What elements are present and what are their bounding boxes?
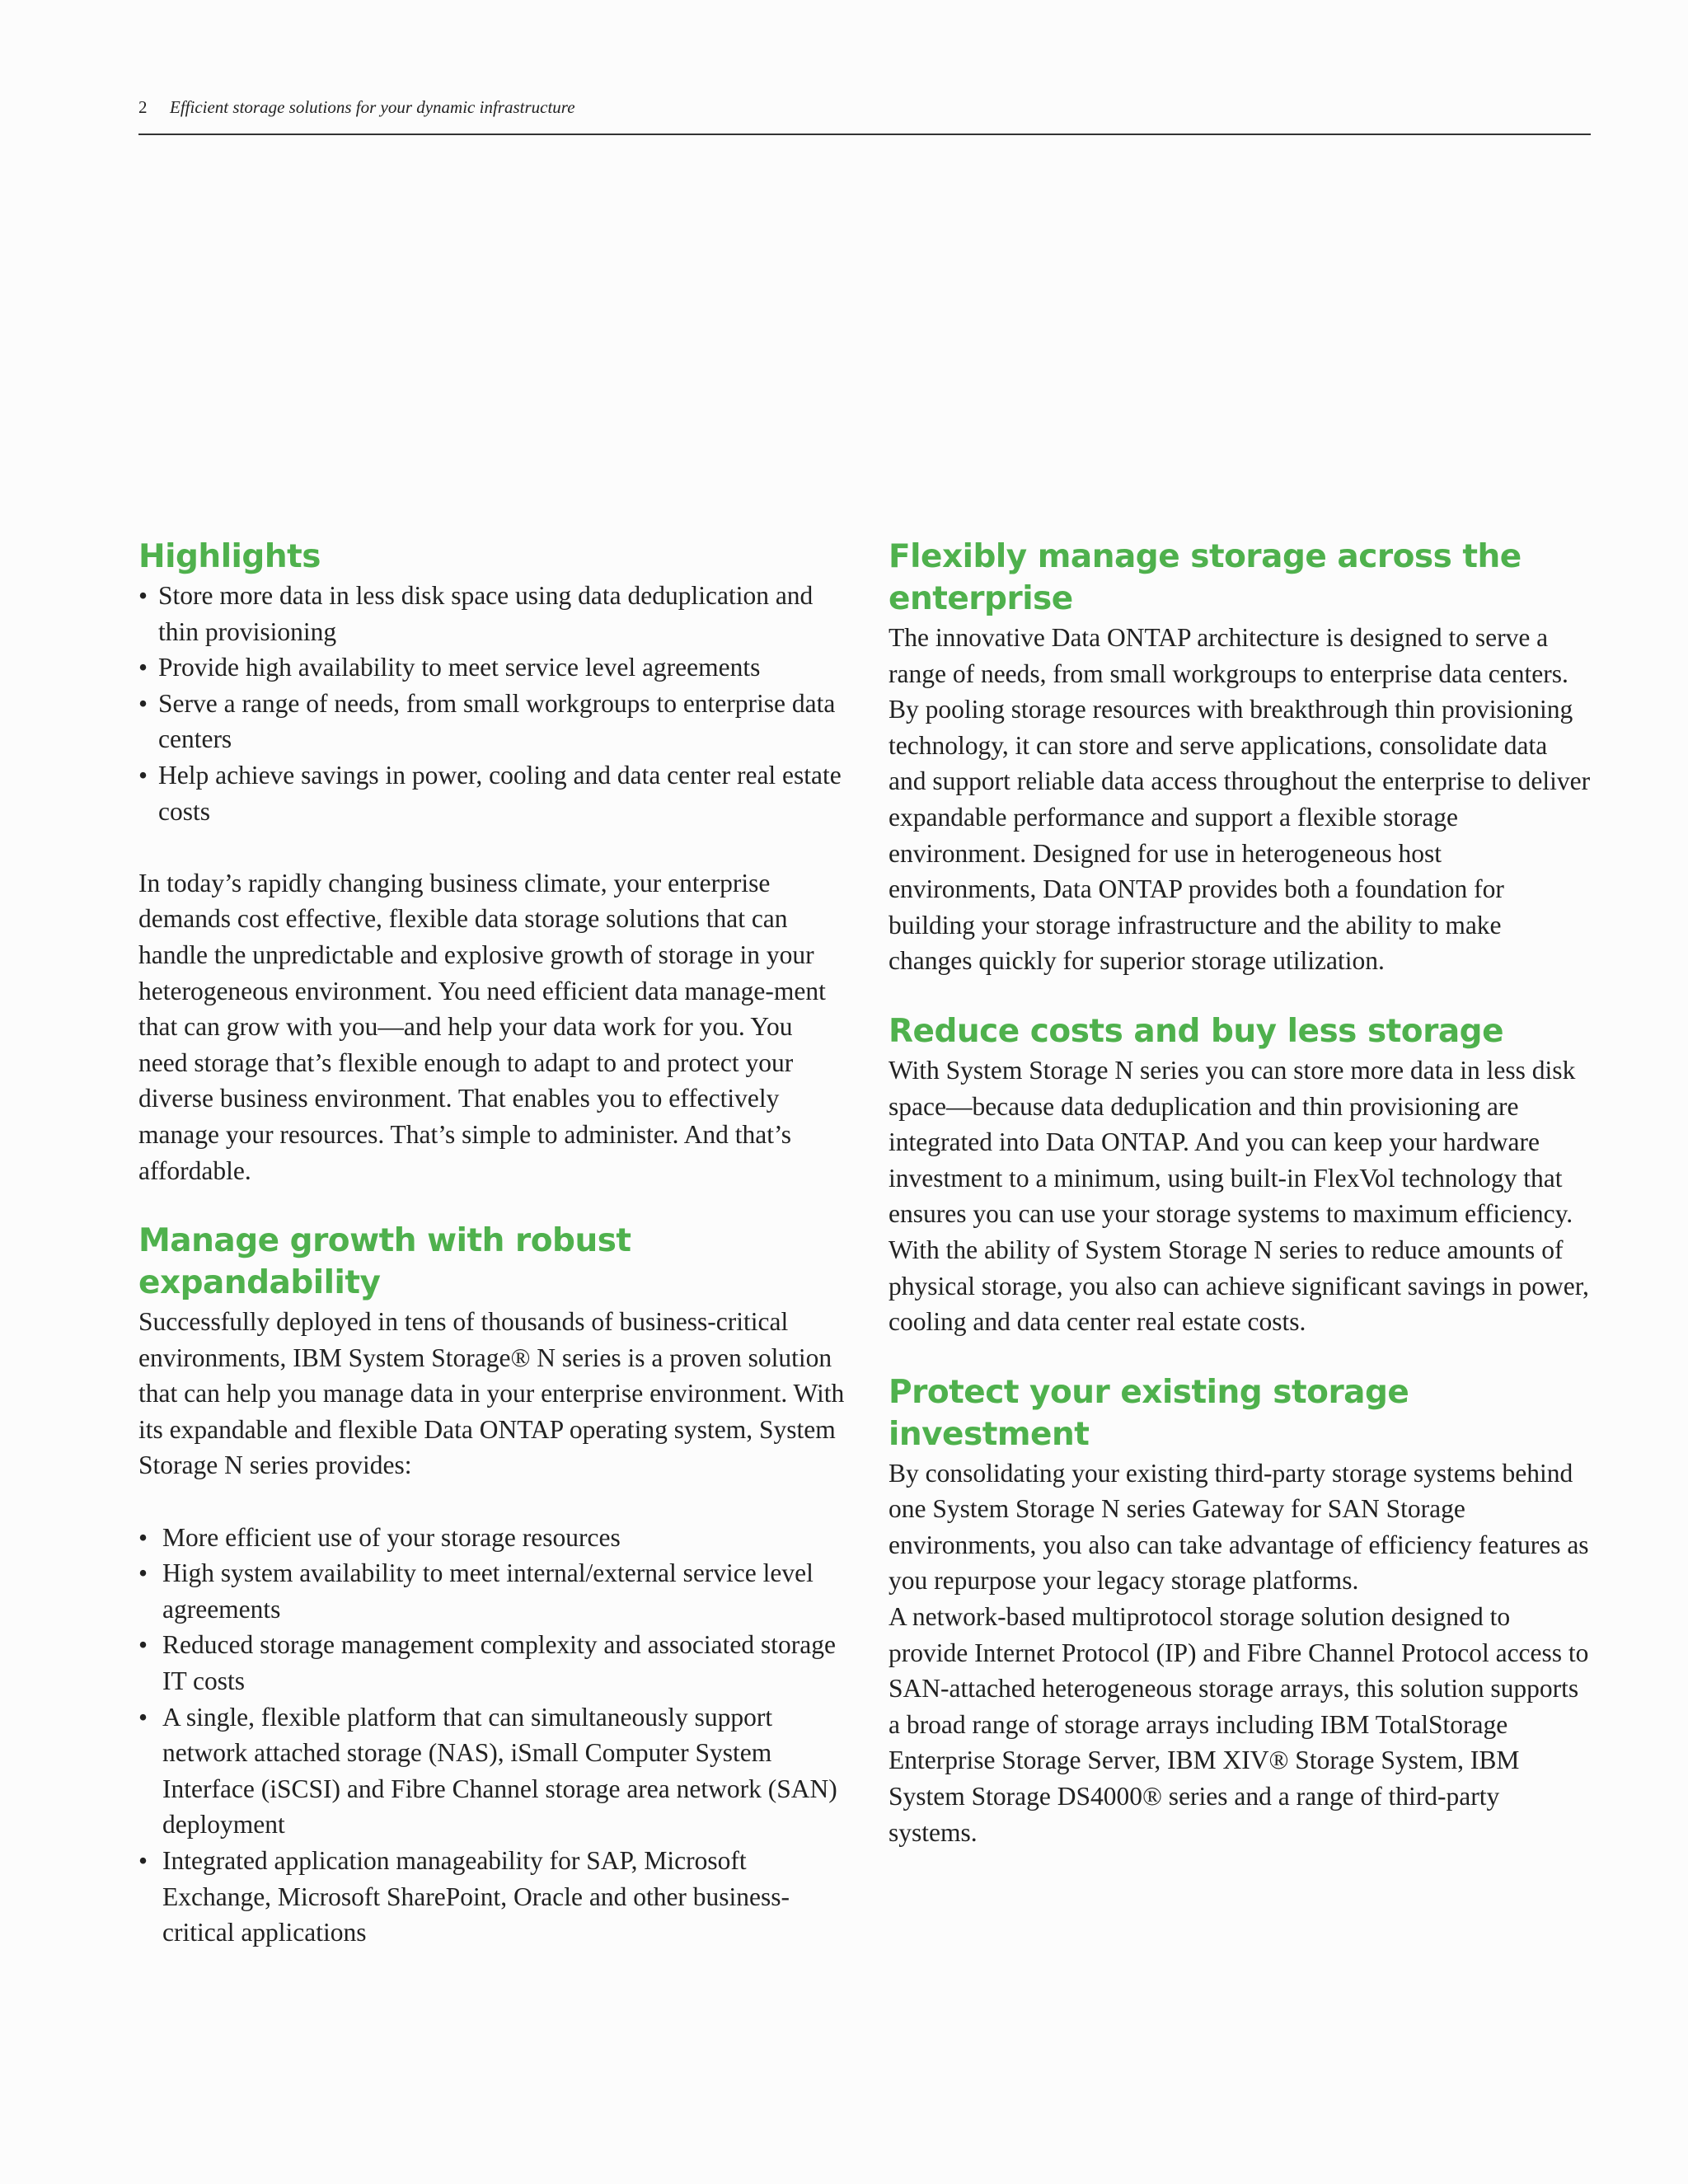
growth-heading: Manage growth with robust expandability — [138, 1222, 631, 1302]
list-item: • Provide high availability to meet service level agreements — [138, 649, 847, 686]
list-item: • High system availability to meet internal/external service level agreements — [138, 1555, 847, 1627]
protect-paragraph-1: By consolidating your existing third-party storage systems behind one System Storage N series Gateway for SAN Storage environments, you also can take advantage of efficiency features as you repurpose your legacy storage platforms. — [889, 1458, 1589, 1596]
flex-heading: Flexibly manage storage across the enterprise — [889, 538, 1522, 617]
reduce-paragraph: With System Storage N series you can store more data in less disk space—because data deduplication and thin provisioning are integrated into Data ONTAP. And you can keep your hardware investment to a minimum, using built-in FlexVol technology that ensures you can use your storage systems to maximum efficiency. With the ability of System Storage N series to reduce amounts of physical storage, you also can achieve significant savings in power, cooling and data center real estate costs. — [889, 1055, 1589, 1337]
page-header — [138, 92, 1591, 135]
reduce-heading: Reduce costs and buy less storage — [889, 1012, 1504, 1050]
list-item: • Store more data in less disk space using data deduplication and thin provisioning — [138, 578, 847, 649]
page-number: 2 — [138, 97, 148, 117]
flex-paragraph: The innovative Data ONTAP architecture is designed to serve a range of needs, from small workgroups to enterprise data centers. By pooling storage resources with breakthrough thin provisioning technology, it can store and serve applications, consolidate data and support reliable data access throughout the enterprise to deliver expandable performance and support a flexible storage environment. Designed for use in heterogeneous host environments, Data ONTAP provides both a foundation for building your storage infrastructure and the ability to make changes quickly for superior storage utilization. — [889, 623, 1591, 976]
list-item: • Reduced storage management complexity and associated storage IT costs — [138, 1627, 847, 1699]
list-item: • A single, flexible platform that can simultaneously support network attached storage (NAS), iSmall Computer System Interface (iSCSI) and Fibre Channel storage area network (SAN) deployment — [138, 1699, 847, 1843]
protect-paragraph-2: A network-based multiprotocol storage solution designed to provide Internet Protocol (IP) and Fibre Channel Protocol access to SAN-attached heterogeneous storage arrays, this solution supports a broad range of storage arrays including IBM TotalStorage Enterprise Storage Server, IBM XIV® Storage System, IBM System Storage DS4000® series and a range of third-party systems. — [889, 1602, 1589, 1847]
intro-paragraph: In today’s rapidly changing business climate, your enterprise demands cost effective, flexible data storage solutions that can handle the unpredictable and explosive growth of storage in your heterogeneous environment. You need efficient data manage-ment that can grow with you—and help your data work for you. You need storage that’s flexible enough to adapt to and protect your diverse business environment. That enables you to effectively manage your resources. That’s simple to administer. And that’s affordable. — [138, 868, 826, 1185]
right-column — [889, 536, 1591, 1850]
list-item: • Serve a range of needs, from small workgroups to enterprise data centers — [138, 686, 847, 757]
highlights-list — [138, 578, 847, 829]
growth-list — [138, 1520, 847, 1951]
growth-paragraph: Successfully deployed in tens of thousands of business-critical environments, IBM System Storage® N series is a proven solution that can help you manage data in your enterprise environment. With its expandable and flexible Data ONTAP operating system, System Storage N series provides: — [138, 1307, 845, 1480]
left-column — [138, 536, 847, 1951]
highlights-heading: Highlights — [138, 538, 321, 575]
running-title: Efficient storage solutions for your dynamic infrastructure — [170, 97, 575, 117]
list-item: • More efficient use of your storage resources — [138, 1520, 847, 1556]
list-item: • Help achieve savings in power, cooling and data center real estate costs — [138, 757, 847, 829]
list-item: • Integrated application manageability for SAP, Microsoft Exchange, Microsoft SharePoint, Oracle and other business-critical applications — [138, 1843, 847, 1951]
protect-heading: Protect your existing storage investment — [889, 1373, 1409, 1453]
